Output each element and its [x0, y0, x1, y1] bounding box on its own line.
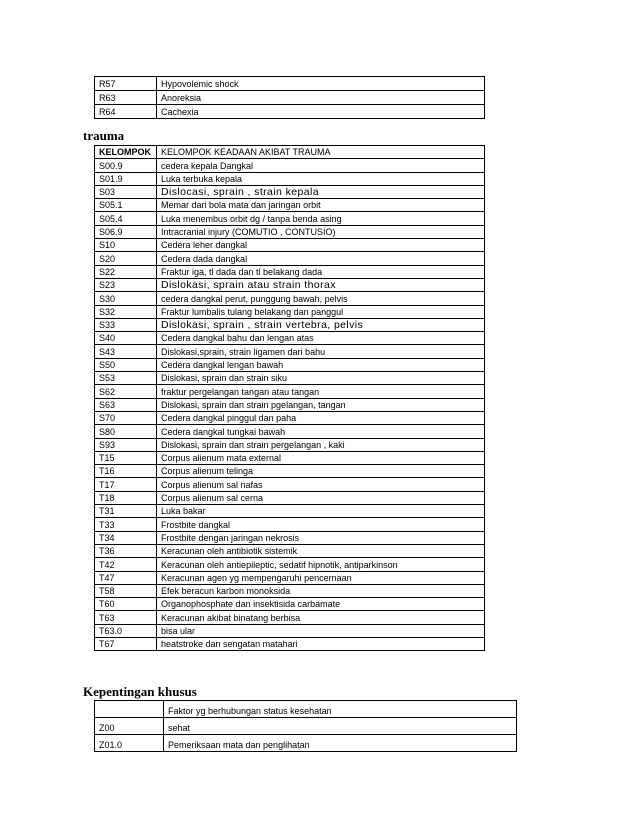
description-cell: Cedera dangkal lengan bawah	[157, 358, 485, 371]
description-cell: fraktur pergelangan tangan atau tangan	[157, 385, 485, 398]
description-cell: Anoreksia	[157, 91, 485, 105]
code-cell: S05.4	[95, 212, 157, 225]
code-cell: T31	[95, 505, 157, 518]
code-cell: S32	[95, 305, 157, 318]
code-cell: S22	[95, 265, 157, 278]
description-cell: Corpus alienum sal nafas	[157, 478, 485, 491]
table-row	[95, 185, 485, 198]
code-cell: T33	[95, 518, 157, 531]
table-row	[95, 332, 485, 345]
table-row	[95, 624, 485, 637]
table-row	[95, 451, 485, 464]
table-row	[95, 77, 485, 91]
header-keadaan: KELOMPOK KEADAAN AKIBAT TRAUMA	[157, 146, 485, 159]
description-cell: Dislokasi, sprain , strain vertebra, pelvis	[157, 318, 485, 331]
code-cell: T18	[95, 491, 157, 504]
table-row	[95, 91, 485, 105]
description-cell: Keracunan oleh antibiotik sistemik	[157, 544, 485, 557]
table-row	[95, 278, 485, 291]
khusus-section-title: Kepentingan khusus	[83, 684, 197, 699]
table-row	[95, 518, 485, 531]
table-row	[95, 199, 485, 212]
code-cell: T67	[95, 637, 157, 650]
code-cell: S53	[95, 372, 157, 385]
code-cell: Z01.0	[95, 735, 164, 752]
table-row	[95, 505, 485, 518]
code-cell: S33	[95, 318, 157, 331]
description-cell: Corpus alienum sal cerna	[157, 491, 485, 504]
description-cell: Faktor yg berhubungan status kesehatan	[164, 701, 517, 718]
table-row	[95, 225, 485, 238]
code-cell: T16	[95, 465, 157, 478]
description-cell: Pemeriksaan mata dan penglihatan	[164, 735, 517, 752]
table-row	[95, 398, 485, 411]
table-row	[95, 611, 485, 624]
code-cell: S06.9	[95, 225, 157, 238]
code-cell: S63	[95, 398, 157, 411]
description-cell: sehat	[164, 718, 517, 735]
table-row	[95, 478, 485, 491]
code-cell	[95, 701, 164, 718]
trauma-codes-table	[94, 145, 485, 651]
table-row	[95, 265, 485, 278]
table-row	[95, 571, 485, 584]
description-cell: Cedera dangkal tungkai bawah	[157, 425, 485, 438]
description-cell: Memar dari bola mata dan jaringan orbit	[157, 199, 485, 212]
code-cell: T17	[95, 478, 157, 491]
code-cell: T34	[95, 531, 157, 544]
code-cell: S30	[95, 292, 157, 305]
code-cell: R57	[95, 77, 157, 91]
trauma-codes-body	[95, 146, 485, 651]
special-codes-body	[95, 701, 517, 752]
code-cell: T42	[95, 558, 157, 571]
symptom-codes-body	[95, 77, 485, 119]
table-row	[95, 411, 485, 424]
description-cell: Hypovolemic shock	[157, 77, 485, 91]
table-row	[95, 305, 485, 318]
description-cell: Cachexia	[157, 105, 485, 119]
table-row	[95, 372, 485, 385]
table-row	[95, 345, 485, 358]
table-row	[95, 425, 485, 438]
table-row	[95, 105, 485, 119]
description-cell: Dislokasi,sprain, strain ligamen dari bahu	[157, 345, 485, 358]
description-cell: Fraktur iga, tl dada dan tl belakang dada	[157, 265, 485, 278]
description-cell: cedera dangkal perut, punggung bawah, pelvis	[157, 292, 485, 305]
table-row	[95, 558, 485, 571]
description-cell: heatstroke dan sengatan matahari	[157, 637, 485, 650]
code-cell: T63	[95, 611, 157, 624]
description-cell: Dislokasi, sprain atau strain thorax	[157, 278, 485, 291]
header-kelompok: KELOMPOK	[95, 146, 157, 159]
table-row	[95, 598, 485, 611]
code-cell: S20	[95, 252, 157, 265]
description-cell: Corpus alienum mata external	[157, 451, 485, 464]
special-codes-table	[94, 700, 517, 752]
description-cell: Cedera dangkal bahu dan lengan atas	[157, 332, 485, 345]
description-cell: Luka menembus orbit dg / tanpa benda asing	[157, 212, 485, 225]
code-cell: S93	[95, 438, 157, 451]
code-cell: S80	[95, 425, 157, 438]
code-cell: R63	[95, 91, 157, 105]
description-cell: Intracranial injury (COMUTIO , CONTUSIO)	[157, 225, 485, 238]
description-cell: Dislokasi, sprain dan strain pergelangan , kaki	[157, 438, 485, 451]
description-cell: Keracunan oleh antiepileptic, sedatif hipnotik, antiparkinson	[157, 558, 485, 571]
description-cell: Frostbite dengan jaringan nekrosis	[157, 531, 485, 544]
description-cell: Cedera dada dangkal	[157, 252, 485, 265]
table-row	[95, 318, 485, 331]
table-row	[95, 212, 485, 225]
code-cell: S00.9	[95, 159, 157, 172]
description-cell: Frostbite dangkal	[157, 518, 485, 531]
code-cell: Z00	[95, 718, 164, 735]
table-row	[95, 292, 485, 305]
description-cell: Luka terbuka kepala	[157, 172, 485, 185]
code-cell: S03	[95, 185, 157, 198]
code-cell: T47	[95, 571, 157, 584]
table-row	[95, 584, 485, 597]
code-cell: S01.9	[95, 172, 157, 185]
table-row	[95, 491, 485, 504]
description-cell: Corpus alienum telinga	[157, 465, 485, 478]
table-row	[95, 544, 485, 557]
description-cell: Fraktur lumbalis tulang belakang dan panggul	[157, 305, 485, 318]
code-cell: T36	[95, 544, 157, 557]
code-cell: S62	[95, 385, 157, 398]
description-cell: Organophosphate dan insektisida carbamate	[157, 598, 485, 611]
table-row	[95, 385, 485, 398]
code-cell: T15	[95, 451, 157, 464]
description-cell: cedera kepala Dangkal	[157, 159, 485, 172]
table-row	[95, 531, 485, 544]
table-row	[95, 172, 485, 185]
table-row	[95, 358, 485, 371]
trauma-section-title: trauma	[83, 128, 125, 143]
code-cell: T63.0	[95, 624, 157, 637]
code-cell: T58	[95, 584, 157, 597]
code-cell: S43	[95, 345, 157, 358]
table-row	[95, 735, 517, 752]
code-cell: S50	[95, 358, 157, 371]
description-cell: Dislokasi, sprain dan strain siku	[157, 372, 485, 385]
table-row	[95, 465, 485, 478]
code-cell: S10	[95, 239, 157, 252]
description-cell: Efek beracun karbon monoksida	[157, 584, 485, 597]
code-cell: S70	[95, 411, 157, 424]
table-row	[95, 239, 485, 252]
table-row	[95, 252, 485, 265]
description-cell: Dislokasi, sprain dan strain pgelangan, tangan	[157, 398, 485, 411]
trauma-header-row	[95, 146, 485, 159]
code-cell: T60	[95, 598, 157, 611]
code-cell: S40	[95, 332, 157, 345]
code-cell: R64	[95, 105, 157, 119]
table-row	[95, 438, 485, 451]
description-cell: Luka bakar	[157, 505, 485, 518]
code-cell: S23	[95, 278, 157, 291]
table-row	[95, 637, 485, 650]
description-cell: Cedera leher dangkal	[157, 239, 485, 252]
description-cell: Dislocasi, sprain , strain kepala	[157, 185, 485, 198]
description-cell: Cedera dangkal pinggul dan paha	[157, 411, 485, 424]
table-row	[95, 159, 485, 172]
description-cell: Keracunan agen yg mempengaruhi pencernaan	[157, 571, 485, 584]
description-cell: Keracunan akibat binatang berbisa	[157, 611, 485, 624]
symptom-codes-table	[94, 76, 485, 119]
description-cell: bisa ular	[157, 624, 485, 637]
table-row	[95, 718, 517, 735]
table-row	[95, 701, 517, 718]
code-cell: S05.1	[95, 199, 157, 212]
